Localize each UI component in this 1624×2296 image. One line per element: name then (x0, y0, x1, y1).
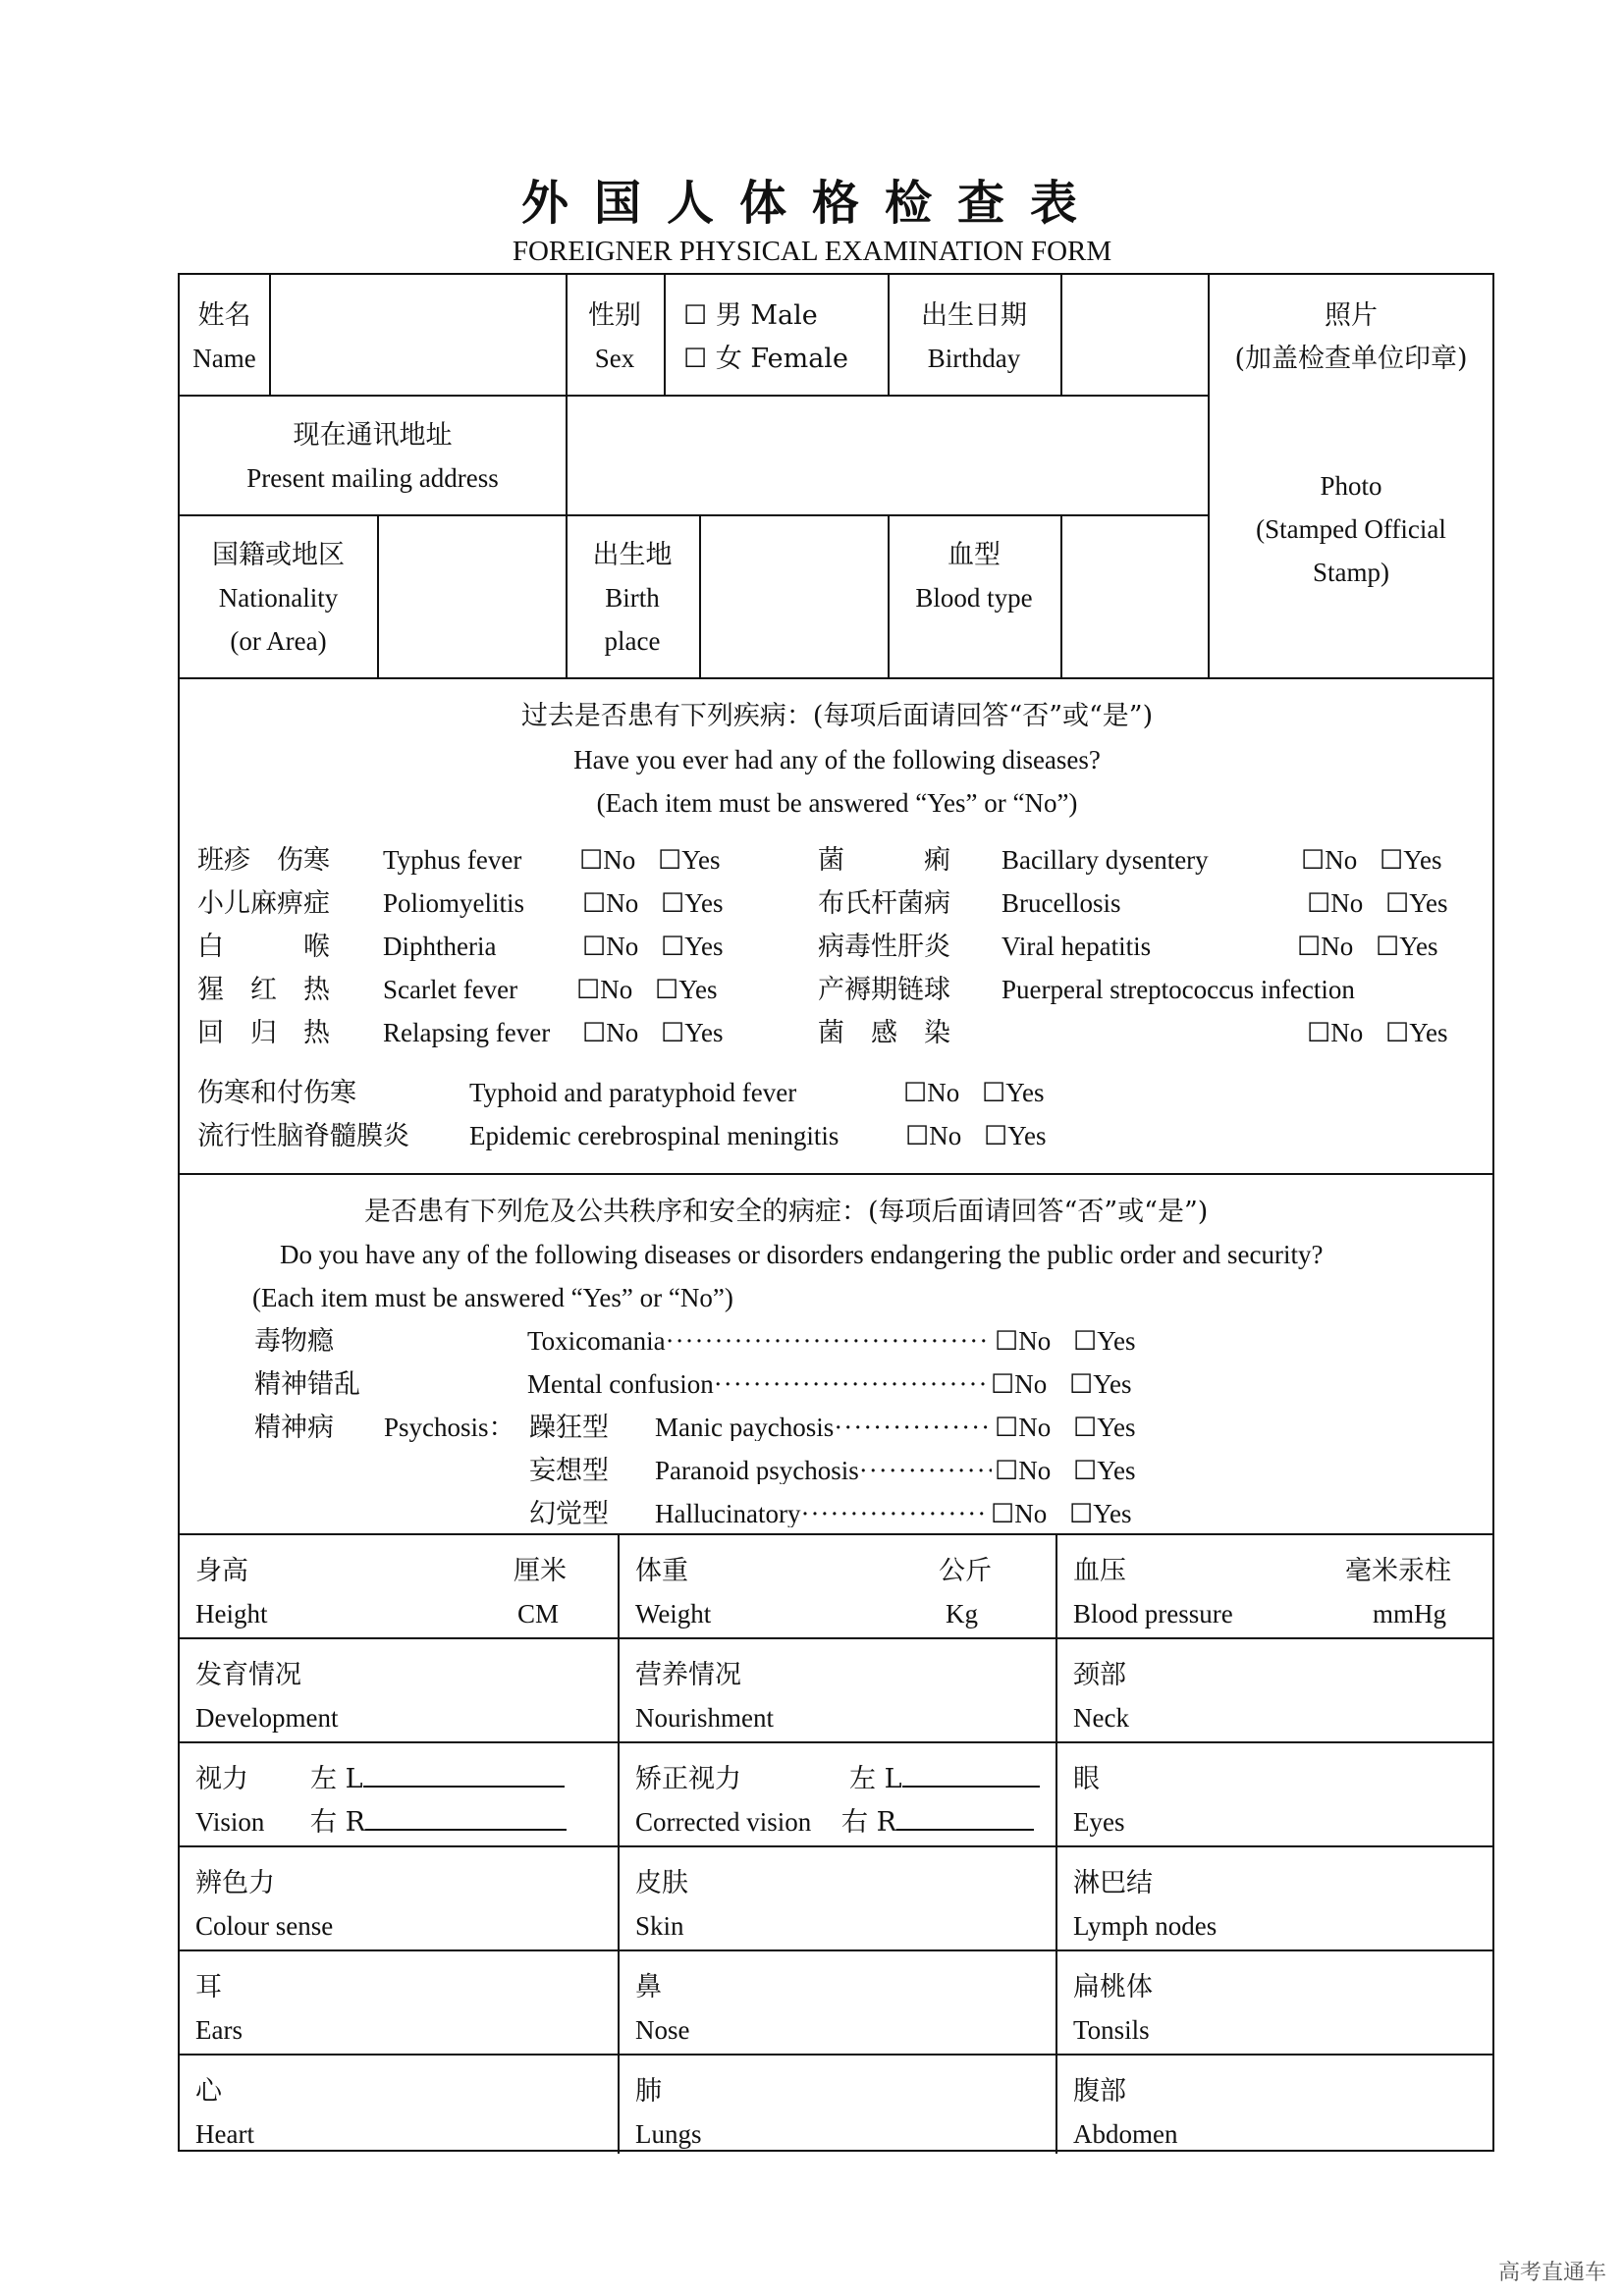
height-unit-zh: 厘米 (514, 1556, 567, 1586)
disease-zh: 小儿麻痹症 (197, 888, 330, 919)
birthplace-label-en: Birth (605, 583, 660, 613)
disease-zh: 伤寒和付伤寒 (197, 1078, 356, 1108)
divider (377, 514, 379, 677)
nourishment-label-zh: 营养情况 (635, 1660, 741, 1690)
female-checkbox[interactable]: ☐ 女 Female (683, 344, 848, 374)
no-checkbox[interactable]: ☐No (991, 1499, 1048, 1528)
nose-label-en: Nose (635, 2015, 690, 2045)
disorder-zh: 精神病 (254, 1413, 334, 1443)
yes-checkbox[interactable]: ☐Yes (661, 932, 724, 961)
address-field[interactable] (568, 398, 1206, 512)
photo-area[interactable] (1211, 277, 1492, 675)
divider (1056, 1533, 1057, 2154)
disease-zh: 产褥期链球 (818, 975, 950, 1005)
no-checkbox[interactable]: ☐No (995, 1456, 1052, 1485)
corrected-left-field[interactable] (849, 1766, 1040, 1792)
colour-sense-label-en: Colour sense (195, 1911, 334, 1941)
tonsils-label-en: Tonsils (1073, 2015, 1150, 2045)
disease-en: Typhoid and paratyphoid fever (469, 1078, 797, 1107)
disorder-subtype-zh: 幻觉型 (529, 1499, 609, 1529)
lungs-label-zh: 肺 (635, 2076, 662, 2107)
past-diseases-heading-en2: (Each item must be answered “Yes” or “No”) (596, 788, 1078, 818)
divider (888, 275, 890, 395)
no-checkbox[interactable]: ☐No (1301, 845, 1358, 875)
past-diseases-heading-en: Have you ever had any of the following diseases? (573, 745, 1101, 774)
divider (180, 677, 1494, 679)
skin-label-zh: 皮肤 (635, 1868, 688, 1898)
nationality-label-en: Nationality (218, 583, 339, 613)
vision-label-en: Vision (195, 1807, 265, 1837)
past-diseases-heading-zh: 过去是否患有下列疾病：(每项后面请回答“否”或“是”) (520, 701, 1154, 731)
yes-checkbox[interactable]: ☐Yes (658, 845, 721, 875)
vision-left-field[interactable] (310, 1766, 565, 1792)
sex-label-en: Sex (594, 344, 635, 373)
weight-label-en: Weight (635, 1599, 712, 1629)
disease-zh: 菌 感 染 (818, 1018, 950, 1048)
birthplace-field[interactable] (702, 517, 886, 675)
address-label-zh: 现在通讯地址 (293, 420, 453, 451)
development-label-zh: 发育情况 (195, 1660, 301, 1690)
corrected-right-label: 右 R (841, 1807, 896, 1838)
divider (1060, 514, 1062, 677)
public-order-heading-en: Do you have any of the following diseases or disorders endangering the public order and security? (280, 1240, 1324, 1269)
photo-label-en-stamp: (Stamped Official (1256, 514, 1446, 544)
tonsils-label-zh: 扁桃体 (1073, 1972, 1153, 2002)
public-order-heading-en2: (Each item must be answered “Yes” or “No”) (252, 1283, 733, 1312)
divider (664, 275, 666, 395)
birthday-label-zh: 出生日期 (921, 300, 1027, 331)
lymph-nodes-label-zh: 淋巴结 (1073, 1868, 1153, 1898)
yes-checkbox[interactable]: ☐Yes (655, 975, 718, 1004)
lungs-label-en: Lungs (635, 2119, 702, 2149)
disease-en: Diphtheria (383, 932, 497, 961)
disease-en: Bacillary dysentery (1001, 845, 1209, 875)
yes-checkbox[interactable]: ☐Yes (661, 888, 724, 918)
yes-checkbox[interactable]: ☐Yes (1385, 888, 1448, 918)
corrected-vision-label-zh: 矫正视力 (635, 1764, 741, 1794)
birthplace-label-zh: 出生地 (592, 540, 673, 570)
disease-en: Relapsing fever (383, 1018, 551, 1047)
divider (180, 2054, 1494, 2056)
divider (180, 1949, 1494, 1951)
photo-label-en: Photo (1320, 471, 1382, 501)
corrected-left-line (902, 1784, 1040, 1788)
disorder-subtype-zh: 妄想型 (529, 1456, 609, 1486)
bp-unit-en: mmHg (1373, 1599, 1447, 1629)
disorder-zh: 精神错乱 (254, 1369, 360, 1400)
nationality-label-zh: 国籍或地区 (212, 540, 345, 570)
disease-en: Viral hepatitis (1001, 932, 1152, 961)
no-checkbox[interactable]: ☐No (582, 1018, 639, 1047)
disease-en: Puerperal streptococcus infection (1001, 975, 1355, 1004)
bp-label-en: Blood pressure (1073, 1599, 1233, 1629)
no-checkbox[interactable]: ☐No (991, 1369, 1048, 1399)
disease-zh: 布氏杆菌病 (818, 888, 950, 919)
disorder-en: Paranoid psychosis ····· (655, 1458, 992, 1484)
disorder-en: Toxicomania ····· (527, 1328, 992, 1355)
disease-zh: 白 喉 (197, 932, 330, 962)
disease-zh: 猩 红 热 (197, 975, 330, 1005)
yes-checkbox[interactable]: ☐Yes (1069, 1499, 1132, 1528)
corrected-left-label: 左 L (849, 1764, 902, 1794)
divider (269, 275, 271, 395)
vision-right-line (365, 1827, 567, 1831)
form-title-zh: 外国人体格检查表 (520, 176, 1103, 231)
blood-type-label-en: Blood type (915, 583, 1033, 613)
vision-right-label: 右 R (310, 1807, 365, 1838)
male-checkbox[interactable]: ☐ 男 Male (683, 300, 818, 331)
no-checkbox[interactable]: ☐No (576, 975, 633, 1004)
watermark: 高考直通车 (1497, 2261, 1606, 2285)
corrected-vision-label-en: Corrected vision (635, 1807, 812, 1837)
no-checkbox[interactable]: ☐No (582, 932, 639, 961)
abdomen-label-zh: 腹部 (1073, 2076, 1126, 2107)
corrected-right-field[interactable] (841, 1809, 1034, 1836)
name-field[interactable] (272, 277, 564, 393)
birthday-label-en: Birthday (927, 344, 1021, 373)
disorder-subtype-zh: 躁狂型 (529, 1413, 609, 1443)
ears-label-zh: 耳 (195, 1972, 222, 2002)
nationality-label-en2: (or Area) (230, 626, 327, 656)
ears-label-en: Ears (195, 2015, 243, 2045)
vision-right-field[interactable] (310, 1809, 567, 1836)
form-title-en: FOREIGNER PHYSICAL EXAMINATION FORM (512, 236, 1112, 267)
disorder-en: Manic paychosis ····· (655, 1415, 992, 1441)
heart-label-zh: 心 (195, 2076, 222, 2107)
no-checkbox[interactable]: ☐No (905, 1121, 962, 1150)
disorder-en: Mental confusion ····· (527, 1371, 989, 1398)
no-checkbox[interactable]: ☐No (995, 1326, 1052, 1356)
vision-left-label: 左 L (310, 1764, 363, 1794)
no-checkbox[interactable]: ☐No (579, 845, 636, 875)
eyes-label-en: Eyes (1073, 1807, 1125, 1837)
yes-checkbox[interactable]: ☐Yes (661, 1018, 724, 1047)
divider (180, 514, 1208, 516)
bp-unit-zh: 毫米汞柱 (1345, 1556, 1451, 1586)
divider (180, 1533, 1494, 1535)
disease-zh: 回 归 热 (197, 1018, 330, 1048)
height-unit-en: CM (517, 1599, 560, 1629)
yes-checkbox[interactable]: ☐Yes (1376, 932, 1438, 961)
skin-label-en: Skin (635, 1911, 684, 1941)
divider (566, 275, 568, 677)
photo-label-zh-stamp: (加盖检查单位印章) (1234, 344, 1468, 374)
disease-zh: 病毒性肝炎 (818, 932, 950, 962)
birthday-field[interactable] (1063, 277, 1206, 393)
vision-label-zh: 视力 (195, 1764, 248, 1794)
sex-label-zh: 性别 (588, 300, 641, 331)
bp-label-zh: 血压 (1073, 1556, 1126, 1586)
no-checkbox[interactable]: ☐No (995, 1413, 1052, 1442)
no-checkbox[interactable]: ☐No (903, 1078, 960, 1107)
nose-label-zh: 鼻 (635, 1972, 662, 2002)
yes-checkbox[interactable]: ☐Yes (1073, 1413, 1136, 1442)
yes-checkbox[interactable]: ☐Yes (1073, 1456, 1136, 1485)
yes-checkbox[interactable]: ☐Yes (1069, 1369, 1132, 1399)
yes-checkbox[interactable]: ☐Yes (984, 1121, 1047, 1150)
height-label-en: Height (195, 1599, 268, 1629)
weight-label-zh: 体重 (635, 1556, 688, 1586)
no-checkbox[interactable]: ☐No (1307, 1018, 1364, 1047)
yes-checkbox[interactable]: ☐Yes (1380, 845, 1442, 875)
yes-checkbox[interactable]: ☐Yes (982, 1078, 1045, 1107)
weight-unit-zh: 公斤 (939, 1556, 992, 1586)
disease-zh: 班疹 伤寒 (197, 845, 330, 876)
blood-type-field[interactable] (1063, 517, 1206, 675)
yes-checkbox[interactable]: ☐Yes (1385, 1018, 1448, 1047)
disorder-en: Hallucinatory ····· (655, 1501, 989, 1527)
disease-en: Poliomyelitis (383, 888, 525, 918)
divider (180, 395, 1208, 397)
divider (180, 1845, 1494, 1847)
divider (699, 514, 701, 677)
heart-label-en: Heart (195, 2119, 254, 2149)
eyes-label-zh: 眼 (1073, 1764, 1100, 1794)
neck-label-zh: 颈部 (1073, 1660, 1126, 1690)
photo-label-en-stamp2: Stamp) (1313, 558, 1389, 587)
abdomen-label-en: Abdomen (1073, 2119, 1178, 2149)
no-checkbox[interactable]: ☐No (582, 888, 639, 918)
disease-en: Typhus fever (383, 845, 522, 875)
nourishment-label-en: Nourishment (635, 1703, 774, 1733)
corrected-right-line (896, 1827, 1034, 1831)
neck-label-en: Neck (1073, 1703, 1129, 1733)
disease-en: Brucellosis (1001, 888, 1121, 918)
divider (618, 1533, 620, 2154)
disease-zh: 流行性脑脊髓膜炎 (197, 1121, 409, 1151)
name-label-zh: 姓名 (197, 300, 251, 331)
disorder-zh: 毒物瘾 (254, 1326, 334, 1357)
yes-checkbox[interactable]: ☐Yes (1073, 1326, 1136, 1356)
divider (180, 1173, 1494, 1175)
photo-label-zh: 照片 (1325, 300, 1378, 331)
divider (180, 1741, 1494, 1743)
development-label-en: Development (195, 1703, 339, 1733)
nationality-field[interactable] (380, 517, 564, 675)
weight-unit-en: Kg (946, 1599, 978, 1629)
height-label-zh: 身高 (195, 1556, 248, 1586)
no-checkbox[interactable]: ☐No (1297, 932, 1354, 961)
no-checkbox[interactable]: ☐No (1307, 888, 1364, 918)
psychosis-label: Psychosis： (384, 1413, 515, 1442)
disease-zh: 菌 痢 (818, 845, 950, 876)
address-label-en: Present mailing address (246, 463, 499, 493)
divider (1060, 275, 1062, 395)
lymph-nodes-label-en: Lymph nodes (1073, 1911, 1218, 1941)
disease-en: Epidemic cerebrospinal meningitis (469, 1121, 839, 1150)
name-label-en: Name (192, 344, 256, 373)
divider (180, 1637, 1494, 1639)
blood-type-label-zh: 血型 (947, 540, 1001, 570)
examination-form (178, 273, 1494, 2152)
disease-en: Scarlet fever (383, 975, 518, 1004)
birthplace-label-en2: place (604, 626, 661, 656)
public-order-heading-zh: 是否患有下列危及公共秩序和安全的病症：(每项后面请回答“否”或“是”) (364, 1197, 1209, 1227)
vision-left-line (363, 1784, 565, 1788)
colour-sense-label-zh: 辨色力 (195, 1868, 275, 1898)
